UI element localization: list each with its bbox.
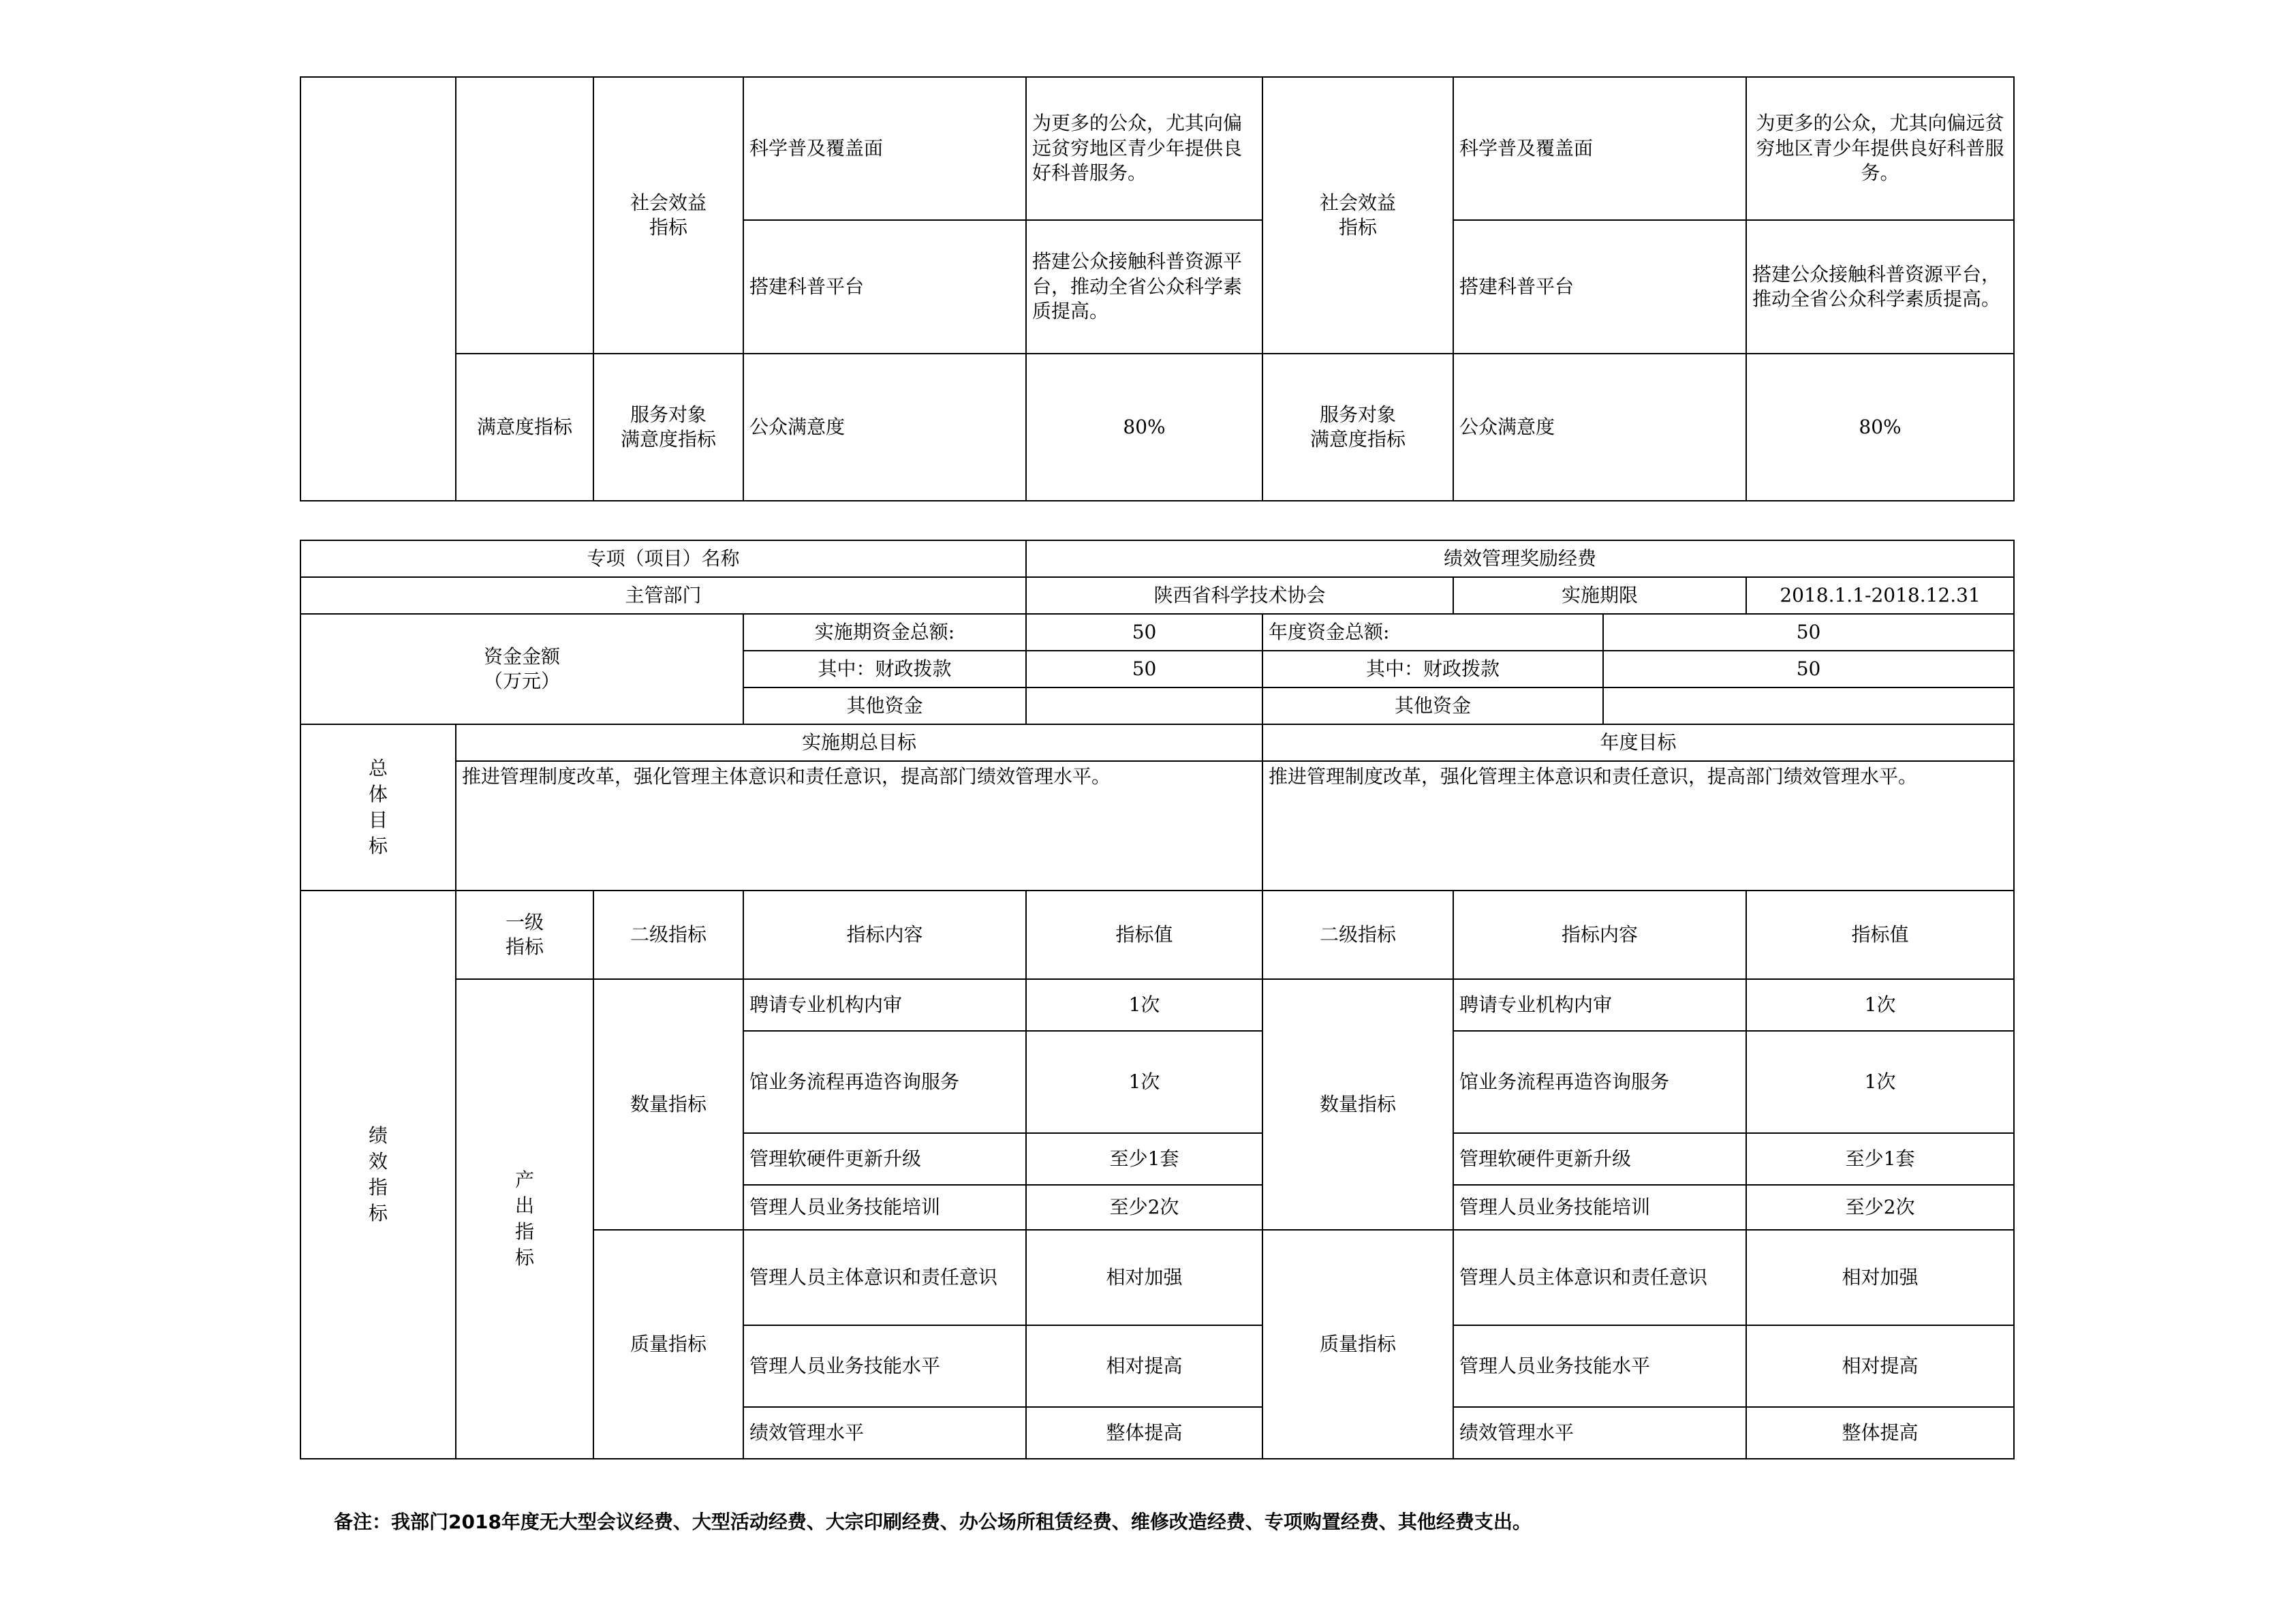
quantity-value-left: 至少1套 <box>1026 1133 1262 1185</box>
funds-label: 资金金额 （万元） <box>300 614 743 724</box>
platform-value-right: 搭建公众接触科普资源平台，推动全省公众科学素质提高。 <box>1746 220 2014 354</box>
project-performance-table <box>300 540 2015 1459</box>
quality-value-left: 整体提高 <box>1026 1407 1262 1459</box>
annual-funds-value: 50 <box>1603 614 2014 651</box>
coverage-content-left: 科学普及覆盖面 <box>743 77 1026 220</box>
quantity-content-right: 管理软硬件更新升级 <box>1453 1133 1746 1185</box>
header-value-right: 指标值 <box>1746 891 2014 979</box>
quality-content-left: 管理人员主体意识和责任意识 <box>743 1230 1026 1325</box>
coverage-content-right: 科学普及覆盖面 <box>1453 77 1746 220</box>
performance-indicator-label: 绩 效 指 标 <box>300 891 456 1459</box>
quantity-value-left: 至少2次 <box>1026 1185 1262 1230</box>
quality-value-right: 整体提高 <box>1746 1407 2014 1459</box>
quality-content-right: 管理人员业务技能水平 <box>1453 1325 1746 1407</box>
total-funds-value: 50 <box>1026 614 1262 651</box>
quality-content-right: 绩效管理水平 <box>1453 1407 1746 1459</box>
social-benefit-l2-left: 社会效益 指标 <box>593 77 743 354</box>
coverage-value-right: 为更多的公众，尤其向偏远贫穷地区青少年提供良好科普服务。 <box>1746 77 2014 220</box>
header-value-left: 指标值 <box>1026 891 1262 979</box>
project-name-value: 绩效管理奖励经费 <box>1026 540 2014 577</box>
blank-cell <box>456 77 593 354</box>
fiscal-value: 50 <box>1026 651 1262 687</box>
quality-value-left: 相对加强 <box>1026 1230 1262 1325</box>
platform-value-left: 搭建公众接触科普资源平台，推动全省公众科学素质提高。 <box>1026 220 1262 354</box>
quality-label-right: 质量指标 <box>1262 1230 1453 1459</box>
quality-content-left: 管理人员业务技能水平 <box>743 1325 1026 1407</box>
social-benefit-l2-right: 社会效益 指标 <box>1262 77 1453 354</box>
fiscal-label: 其中：财政拨款 <box>743 651 1026 687</box>
coverage-value-left: 为更多的公众，尤其向偏远贫穷地区青少年提供良好科普服务。 <box>1026 77 1262 220</box>
fiscal-label-annual: 其中：财政拨款 <box>1262 651 1603 687</box>
quality-value-right: 相对提高 <box>1746 1325 2014 1407</box>
quantity-label-right: 数量指标 <box>1262 979 1453 1230</box>
platform-content-right: 搭建科普平台 <box>1453 220 1746 354</box>
dept-value: 陕西省科学技术协会 <box>1026 577 1453 614</box>
satisfaction-l2-right: 服务对象 满意度指标 <box>1262 354 1453 501</box>
header-content-left: 指标内容 <box>743 891 1026 979</box>
quality-content-left: 绩效管理水平 <box>743 1407 1026 1459</box>
other-funds-label-annual: 其他资金 <box>1262 687 1603 724</box>
indicator-table-continued <box>300 76 2015 501</box>
project-name-label: 专项（项目）名称 <box>300 540 1026 577</box>
period-goal-header: 实施期总目标 <box>456 724 1262 761</box>
quality-value-right: 相对加强 <box>1746 1230 2014 1325</box>
quantity-value-right: 1次 <box>1746 979 2014 1031</box>
quality-value-left: 相对提高 <box>1026 1325 1262 1407</box>
header-level1: 一级 指标 <box>456 891 593 979</box>
overall-goal-label: 总 体 目 标 <box>300 724 456 891</box>
quantity-content-right: 聘请专业机构内审 <box>1453 979 1746 1031</box>
quantity-value-right: 至少1套 <box>1746 1133 2014 1185</box>
quantity-content-left: 馆业务流程再造咨询服务 <box>743 1031 1026 1133</box>
quantity-content-right: 管理人员业务技能培训 <box>1453 1185 1746 1230</box>
annual-goal-text: 推进管理制度改革，强化管理主体意识和责任意识，提高部门绩效管理水平。 <box>1262 761 2014 891</box>
fiscal-value-annual: 50 <box>1603 651 2014 687</box>
header-level2-right: 二级指标 <box>1262 891 1453 979</box>
period-goal-text: 推进管理制度改革，强化管理主体意识和责任意识，提高部门绩效管理水平。 <box>456 761 1262 891</box>
quantity-value-right: 1次 <box>1746 1031 2014 1133</box>
blank-cell <box>300 77 456 501</box>
quantity-content-right: 馆业务流程再造咨询服务 <box>1453 1031 1746 1133</box>
dept-label: 主管部门 <box>300 577 1026 614</box>
satisfaction-l1: 满意度指标 <box>456 354 593 501</box>
quantity-label-left: 数量指标 <box>593 979 743 1230</box>
footnote: 备注：我部门2018年度无大型会议经费、大型活动经费、大宗印刷经费、办公场所租赁经费、维修改造经费、专项购置经费、其他经费支出。 <box>334 1511 1532 1533</box>
satisfaction-value-right: 80% <box>1746 354 2014 501</box>
other-funds-label: 其他资金 <box>743 687 1026 724</box>
annual-funds-label: 年度资金总额: <box>1262 614 1603 651</box>
header-content-right: 指标内容 <box>1453 891 1746 979</box>
period-value: 2018.1.1-2018.12.31 <box>1746 577 2014 614</box>
period-label: 实施期限 <box>1453 577 1746 614</box>
satisfaction-content-left: 公众满意度 <box>743 354 1026 501</box>
satisfaction-content-right: 公众满意度 <box>1453 354 1746 501</box>
quantity-value-right: 至少2次 <box>1746 1185 2014 1230</box>
quantity-content-left: 管理人员业务技能培训 <box>743 1185 1026 1230</box>
quantity-value-left: 1次 <box>1026 1031 1262 1133</box>
satisfaction-l2-left: 服务对象 满意度指标 <box>593 354 743 501</box>
total-funds-label: 实施期资金总额: <box>743 614 1026 651</box>
quantity-content-left: 管理软硬件更新升级 <box>743 1133 1026 1185</box>
annual-goal-header: 年度目标 <box>1262 724 2014 761</box>
other-funds-value-annual <box>1603 687 2014 724</box>
header-level2-left: 二级指标 <box>593 891 743 979</box>
output-indicator-label: 产 出 指 标 <box>456 979 593 1459</box>
quality-label-left: 质量指标 <box>593 1230 743 1459</box>
platform-content-left: 搭建科普平台 <box>743 220 1026 354</box>
quality-content-right: 管理人员主体意识和责任意识 <box>1453 1230 1746 1325</box>
satisfaction-value-left: 80% <box>1026 354 1262 501</box>
quantity-value-left: 1次 <box>1026 979 1262 1031</box>
other-funds-value <box>1026 687 1262 724</box>
quantity-content-left: 聘请专业机构内审 <box>743 979 1026 1031</box>
